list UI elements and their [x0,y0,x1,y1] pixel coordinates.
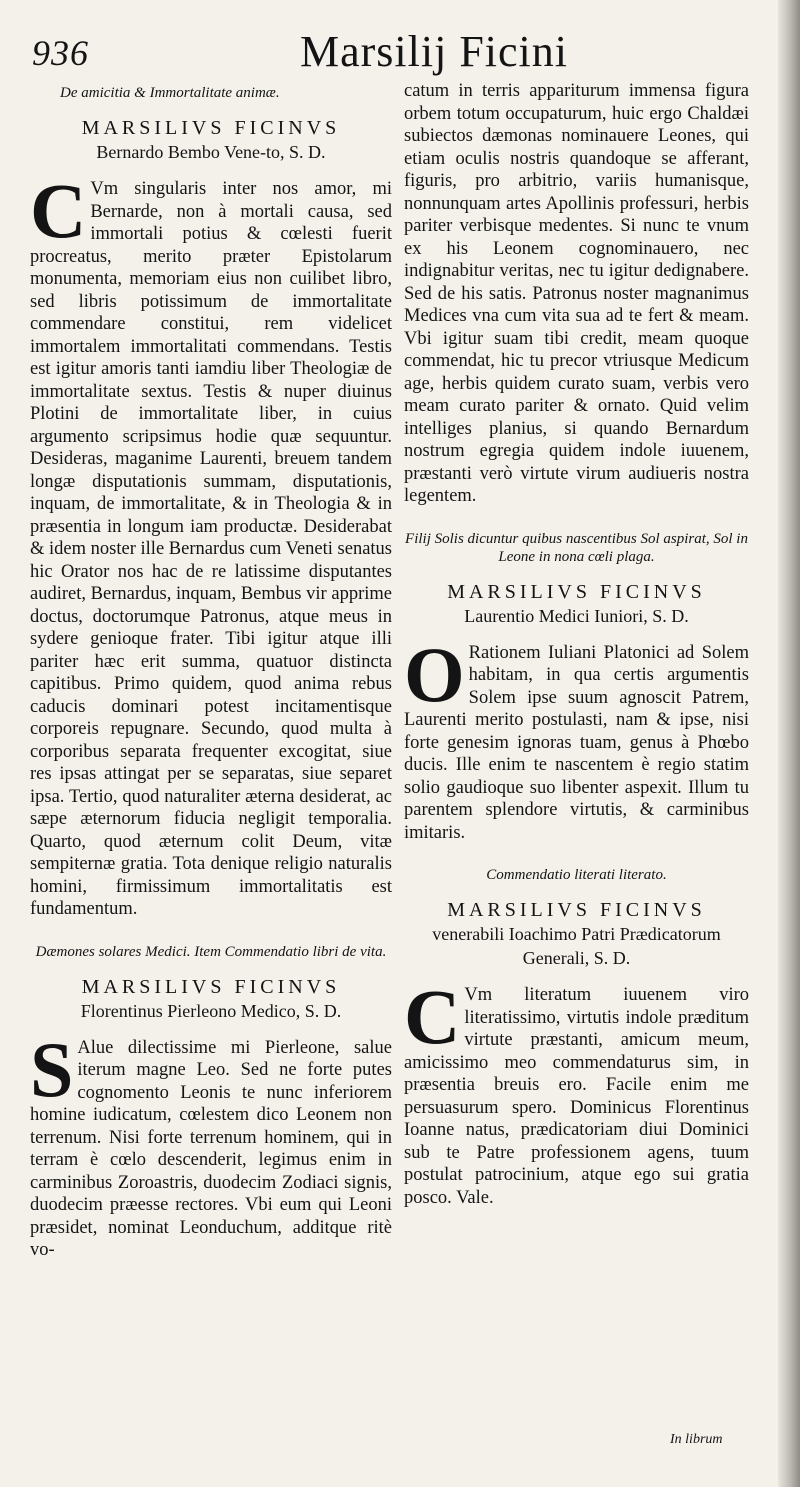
left-column [30,80,392,1262]
page-edge [778,0,800,1487]
section-heading-immortality: De amicitia & Immortalitate animæ. [60,85,280,101]
page-number: 936 [32,33,89,73]
letter-text: Vm literatum iuuenem viro literatissimo, virtutis indole præditum virtute præstanti, amicum meum, amicissimo meo commendaturus sim, in præsentia breuis ero. Facile enim me persuasurum spero. Dominicus Florentinus Ioanne natus, prædicatoriam diui Dominici sub te Patre professionem agens, tuum postulat patrocinium, atque ego sui gratia posco. Vale. [404,985,749,1208]
letter-text: Rationem Iuliani Platonici ad Solem habitam, in qua certis argumentis Solem ipse suum agnoscit Patrem, Laurenti merito postulasti, nam & ipse, nisi forte genesim ignoras tuam, genus à Phœbo ducis. Ille enim te nascentem è regio statim solio gaudioque suo libenter aspexit. Illum tu parentem splendore virtutis, & carminibus imitaris. [404,642,749,843]
letter-author: MARSILIVS FICINVS [447,899,706,921]
drop-cap: S [30,1025,74,1113]
letter-recipient: Bernardo Bembo Vene-to, S. D. [96,142,326,162]
letter-recipient: venerabili Ioachimo Patri Prædicatorum Generali, S. D. [432,924,721,968]
drop-cap: C [30,167,87,254]
letter-author: MARSILIVS FICINVS [81,117,341,139]
letter-author: MARSILIVS FICINVS [447,580,706,603]
section-heading-commendatio: Commendatio literati literato. [486,867,667,883]
letter-body-bembo [30,167,392,921]
letter-body-ioachimo [404,973,749,1209]
letter-body-laurentio [404,630,749,845]
letter-text: Vm singularis inter nos amor, mi Bernarde, non à mortali causa, sed immortali potius & cœlesti fuerit procreatus, merito præter Epistolarum monumenta, memoriam eius non cuilibet libro, sed libris potissimum de immortalitate commendare constitui, rem videlicet immortalem immortalitati commendans. Testis est igitur amoris tanti iamdiu liber Theologiæ de immortalitate sextus. Testis & nuper diuinus Plotini de immortalitate liber, in cuius argumento scripsimus hodie quæ sequuntur. Desideras, maganime Laurenti, breuem tandem longæ disputationis summam, disputationis, inquam, de immortalitate, & in Theologia & in præsentia in longum iam productæ. Desiderabat & idem noster ille Bernardus cum Veneti senatus hic Orator nos hac de re latissime disputantes audiret, Bernardus, inquam, Bembus vir apprime doctus, doctorumque Patronus, atque meus in sydere genioque frater. Tibi igitur atque illi pariter hæc erit summa, quatuor distincta capitibus. Primo quidem, quod anima rebus caducis dominari potest incitamentisque corporeis repugnare. Secundo, quod multa à corporibus separata frequenter excogitat, siue res ipsas attingat per se separatas, siue separet ipsa. Tertio, quod naturaliter æterna desiderat, ac sæpe æternorum fiducia negligit temporalia. Quarto, quod æternum colit Deum, vitæ sempiternæ gratia. Tota denique religio naturalis homini, firmissimum immortalitatis est fundamentum. [30,179,392,919]
letter-recipient: Florentinus Pierleono Medico, S. D. [80,1000,342,1021]
letter-body-pierleone [30,1025,392,1262]
letter-author: MARSILIVS FICINVS [81,975,341,998]
letter-recipient: Laurentio Medici Iuniori, S. D. [464,605,689,626]
section-heading-daemones: Dæmones solares Medici. Item Commendatio libri de vita. [35,943,387,960]
drop-cap: O [404,630,465,718]
drop-cap: C [404,973,461,1060]
running-title: Marsilij Ficini [300,27,568,76]
letter-text: catum in terris appariturum immensa figura orbem totum occupaturum, huic ergo Chaldæi subiectos dæmonas nominauere Leones, qui etiam oculis nostris quandoque se afferant, figuris, pro arbitrio, variis humanisque, nonnunquam artes Apollinis professuri, herbis pariter verbisque medentes. Si nunc te vnum ex his Leonem cognominauero, nec indignabitur veritas, nec tu igitur dedignabere. Sed de his satis. Patronus noster magnanimus Medices vna cum vita sua ad te fert & meam. Vbi igitur suam tibi credit, meam quoque commendat, hic tu precor vtriusque Medicum age, herbis quidem curato suam, verbis vero meam curato pariter & ornato. Quid velim intelliges planius, si quando Bernardum nostrum egregia quidem indole iuuenem, præstanti verò virtute virum audiueris nostra legentem. [404,81,749,506]
letter-text: Alue dilectissime mi Pierleone, salue iterum magne Leo. Sed ne forte putes cognomento Leonis te nunc inferiorem homine iudicatum, cœlestem dico Leonem non terrenum. Nisi forte terrenum hominem, qui in terram è cœlo descenderit, legimus enim in carminibus Zoroastris, duodecim Zodiaci signis, duodecim præesse rectores. Vbi eum qui Leoni præsidet, nominat Leonduchum, additque ritè vo- [30,1037,392,1260]
right-column [404,80,749,1209]
letter-body-pierleone-continued [404,80,749,508]
catchword: In librum [670,1432,723,1447]
page-header [0,18,780,78]
section-heading-filij-solis: Filij Solis dicuntur quibus nascentibus Sol aspirat, Sol in Leone in nona cœli plaga. [405,530,748,565]
